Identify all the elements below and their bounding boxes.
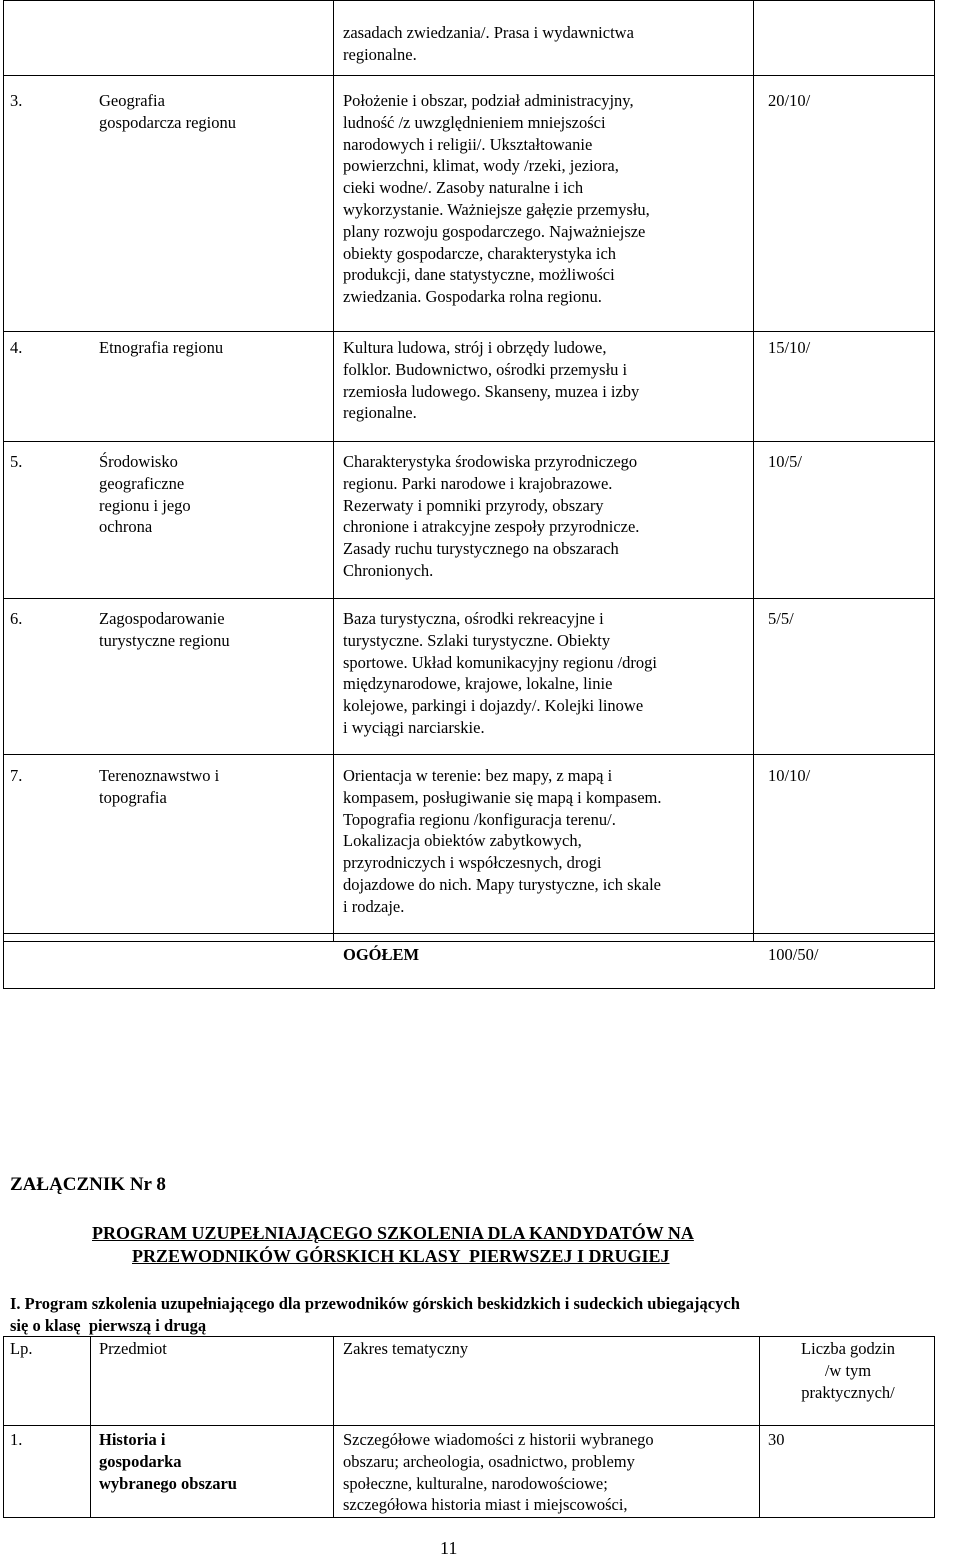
row-subject: Historia i gospodarka wybranego obszaru bbox=[99, 1430, 237, 1493]
row-content: Charakterystyka środowiska przyrodniczego regionu. Parki narodowe i krajobrazowe. Rezerwaty i pomniki przyrody, obszary chronione i atrakcyjne zespoły przyrodnicze. Zasady ruchu turystycznego na obszarach Chronionych. bbox=[343, 452, 640, 580]
row-hours: 10/5/ bbox=[768, 452, 802, 471]
program-title-line2: PRZEWODNIKÓW GÓRSKICH KLASY PIERWSZEJ I DRUGIEJ bbox=[132, 1246, 670, 1266]
page-number: 11 bbox=[440, 1538, 458, 1558]
row-divider bbox=[3, 331, 934, 332]
row-content: Orientacja w terenie: bez mapy, z mapą i kompasem, posługiwanie się mapą i kompasem. Topografia regionu /konfiguracja terenu/. Lokalizacja obiektów zabytkowych, przyrodniczych i współczesnych, drogi dojazdowe do nich. Mapy turystyczne, ich skale i rodzaje. bbox=[343, 766, 662, 916]
col-border-subject bbox=[90, 1336, 91, 1518]
row-number: 4. bbox=[10, 338, 23, 357]
col-border-right bbox=[934, 1336, 935, 1518]
row-content: Baza turystyczna, ośrodki rekreacyjne i turystyczne. Szlaki turystyczne. Obiekty sportowe. Układ komunikacyjny regionu /drogi międzynarodowe, krajowe, lokalne, linie kolejowe, parkingi i dojazdy/. Kolejki linowe i wyciągi narciarskie. bbox=[343, 609, 657, 737]
row-hours: 10/10/ bbox=[768, 766, 811, 785]
header-subject: Przedmiot bbox=[99, 1339, 167, 1358]
row-divider bbox=[3, 941, 934, 942]
row-content: zasadach zwiedzania/. Prasa i wydawnictwa regionalne. bbox=[343, 23, 634, 64]
row-content: Kultura ludowa, strój i obrzędy ludowe, folklor. Budownictwo, ośrodki przemysłu i rzemiosła ludowego. Skanseny, muzea i izby regionalne. bbox=[343, 338, 640, 423]
row-content: Położenie i obszar, podział administracyjny, ludność /z uwzględnieniem mniejszości narodowych i religii/. Ukształtowanie powierzchni, klimat, wody /rzeki, jeziora, cieki wodne/. Zasoby naturalne i ich wykorzystanie. Ważniejsze gałęzie przemysłu, plany rozwoju gospodarczego. Najważniejsze obiekty gospodarcze, charakterystyka ich produkcji, dane statystyczne, możliwości zwiedzania. Gospodarka rolna regionu. bbox=[343, 91, 650, 307]
annex-title: ZAŁĄCZNIK Nr 8 bbox=[10, 1174, 166, 1195]
header-content: Zakres tematyczny bbox=[343, 1339, 469, 1358]
header-lp: Lp. bbox=[10, 1339, 33, 1358]
total-value: 100/50/ bbox=[768, 945, 819, 964]
row-hours: 15/10/ bbox=[768, 338, 811, 357]
table1-bottom-border bbox=[3, 988, 934, 989]
row-number: 6. bbox=[10, 609, 23, 628]
total-label: OGÓŁEM bbox=[343, 945, 420, 964]
section-heading-line1: I. Program szkolenia uzupełniającego dla przewodników górskich beskidzkich i sudeckich ubiegających bbox=[10, 1294, 740, 1313]
row-subject: Terenoznawstwo i topografia bbox=[99, 766, 220, 807]
col-border-right bbox=[934, 0, 935, 989]
table2-bottom-border bbox=[3, 1517, 934, 1518]
col-border-left bbox=[3, 1336, 4, 1518]
row-divider bbox=[3, 754, 934, 755]
row-number: 5. bbox=[10, 452, 23, 471]
table1-top-border bbox=[3, 0, 934, 1]
col-border-content bbox=[333, 1336, 334, 1518]
row-number: 7. bbox=[10, 766, 23, 785]
row-number: 1. bbox=[10, 1430, 23, 1449]
row-number: 3. bbox=[10, 91, 23, 110]
header-hours: Liczba godzin /w tym praktycznych/ bbox=[801, 1339, 895, 1402]
program-title-line1: PROGRAM UZUPEŁNIAJĄCEGO SZKOLENIA DLA KANDYDATÓW NA bbox=[92, 1223, 694, 1243]
row-hours: 5/5/ bbox=[768, 609, 794, 628]
row-divider bbox=[3, 933, 934, 934]
row-subject: Środowisko geograficzne regionu i jego ochrona bbox=[99, 452, 191, 537]
table2-top-border bbox=[3, 1336, 934, 1337]
table2-header-divider bbox=[3, 1425, 934, 1426]
col-border-hours bbox=[759, 1336, 760, 1518]
row-subject: Zagospodarowanie turystyczne regionu bbox=[99, 609, 230, 650]
row-divider bbox=[3, 598, 934, 599]
row-hours: 20/10/ bbox=[768, 91, 811, 110]
row-hours: 30 bbox=[768, 1430, 785, 1449]
row-divider bbox=[3, 75, 934, 76]
row-subject: Etnografia regionu bbox=[99, 338, 224, 357]
section-heading-line2: się o klasę pierwszą i drugą bbox=[10, 1316, 207, 1335]
col-border-content bbox=[333, 0, 334, 942]
row-divider bbox=[3, 441, 934, 442]
row-subject: Geografia gospodarcza regionu bbox=[99, 91, 236, 132]
row-content: Szczegółowe wiadomości z historii wybranego obszaru; archeologia, osadnictwo, problemy społeczne, kulturalne, narodowościowe; szczegółowa historia miast i miejscowości, bbox=[343, 1430, 654, 1515]
col-border-hours bbox=[753, 0, 754, 942]
col-border-left bbox=[3, 0, 4, 989]
